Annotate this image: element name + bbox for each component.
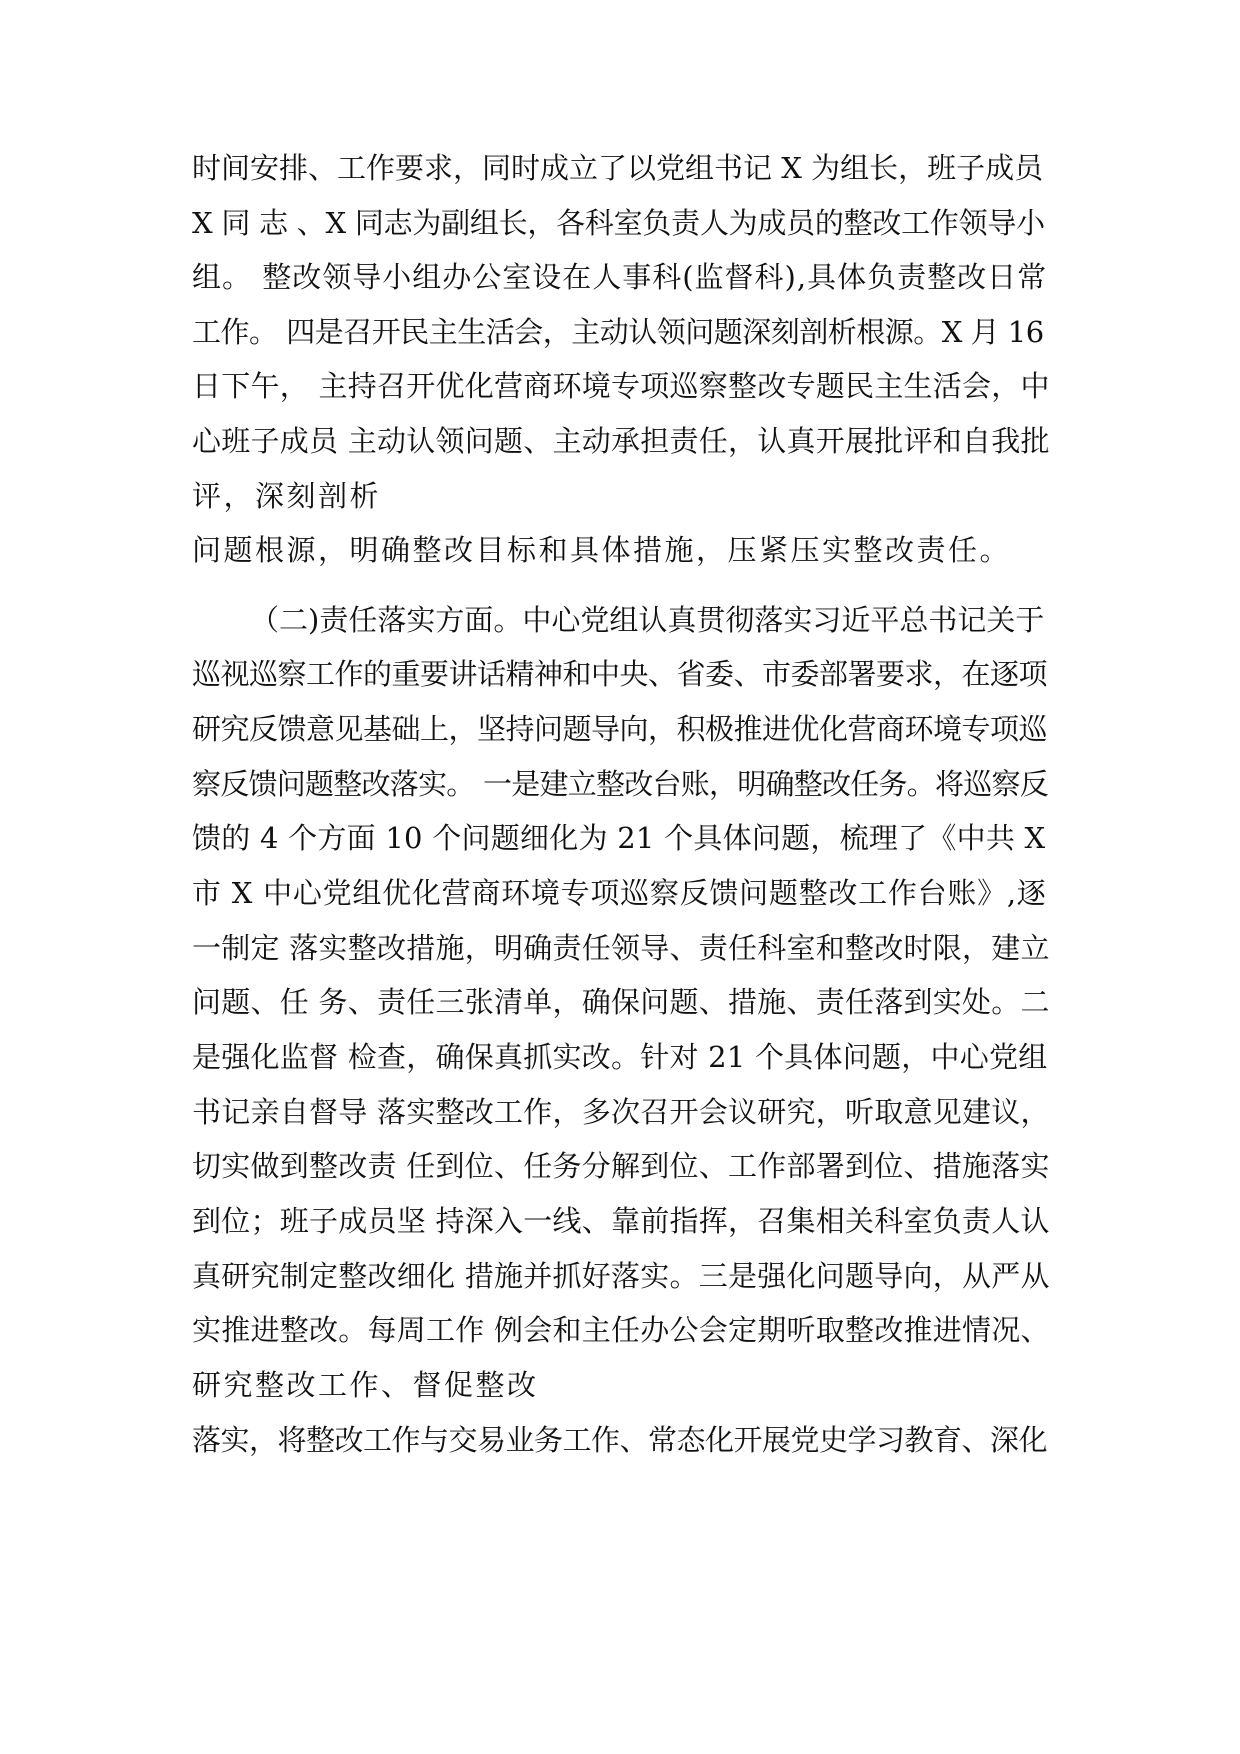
section-heading-line: （二)责任落实方面。中心党组认真贯彻落实习近平总书记关于	[250, 603, 1045, 637]
text-line: 落实，将整改工作与交易业务工作、常态化开展党史学习教育、深化	[192, 1423, 1048, 1457]
text-line: 实推进整改。每周工作 例会和主任办公会定期听取整改推进情况、	[192, 1313, 1050, 1347]
text-line: 时间安排、工作要求，同时成立了以党组书记 X 为组长，班子成员	[192, 151, 1044, 185]
text-line: 是强化监督 检查，确保真抓实改。针对 21 个具体问题，中心党组	[192, 1040, 1048, 1074]
text-line: 书记亲自督导 落实整改工作，多次召开会议研究，听取意见建议，	[192, 1095, 1050, 1129]
text-line: 工作。 四是召开民主生活会，主动认领问题深刻剖析根源。X 月 16	[192, 315, 1044, 349]
text-line: 组。 整改领导小组办公室设在人事科(监督科),具体负责整改日常	[192, 260, 1048, 294]
text-line: 评，深刻剖析	[192, 479, 382, 513]
text-line: 馈的 4 个方面 10 个问题细化为 21 个具体问题，梳理了《中共 X	[192, 821, 1046, 855]
text-line: X 同 志 、X 同志为副组长，各科室负责人为成员的整改工作领导小	[192, 206, 1045, 240]
text-line: 真研究制定整改细化 措施并抓好落实。三是强化问题导向，从严从	[192, 1259, 1050, 1293]
text-line: 一制定 落实整改措施，明确责任领导、责任科室和整改时限，建立	[192, 931, 1050, 965]
text-line: 日下午， 主持召开优化营商环境专项巡察整改专题民主生活会，中	[192, 369, 1050, 403]
text-line: 到位；班子成员坚 持深入一线、靠前指挥，召集相关科室负责人认	[192, 1204, 1050, 1238]
text-line: 研究整改工作、督促整改	[192, 1368, 539, 1402]
text-line: 市 X 中心党组优化营商环境专项巡察反馈问题整改工作台账》,逐	[192, 876, 1047, 910]
text-line: 问题根源，明确整改目标和具体措施，压紧压实整改责任。	[192, 533, 1012, 567]
text-line: 察反馈问题整改落实。 一是建立整改台账，明确整改任务。将巡察反	[192, 767, 1048, 801]
text-line: 巡视巡察工作的重要讲话精神和中央、省委、市委部署要求，在逐项	[192, 657, 1048, 691]
text-line: 研究反馈意见基础上，坚持问题导向，积极推进优化营商环境专项巡	[192, 712, 1048, 746]
text-line: 心班子成员 主动认领问题、主动承担责任，认真开展批评和自我批	[192, 424, 1050, 458]
text-line: 切实做到整改责 任到位、任务分解到位、工作部署到位、措施落实	[192, 1149, 1050, 1183]
text-line: 问题、任 务、责任三张清单，确保问题、措施、责任落到实处。二	[192, 985, 1050, 1019]
